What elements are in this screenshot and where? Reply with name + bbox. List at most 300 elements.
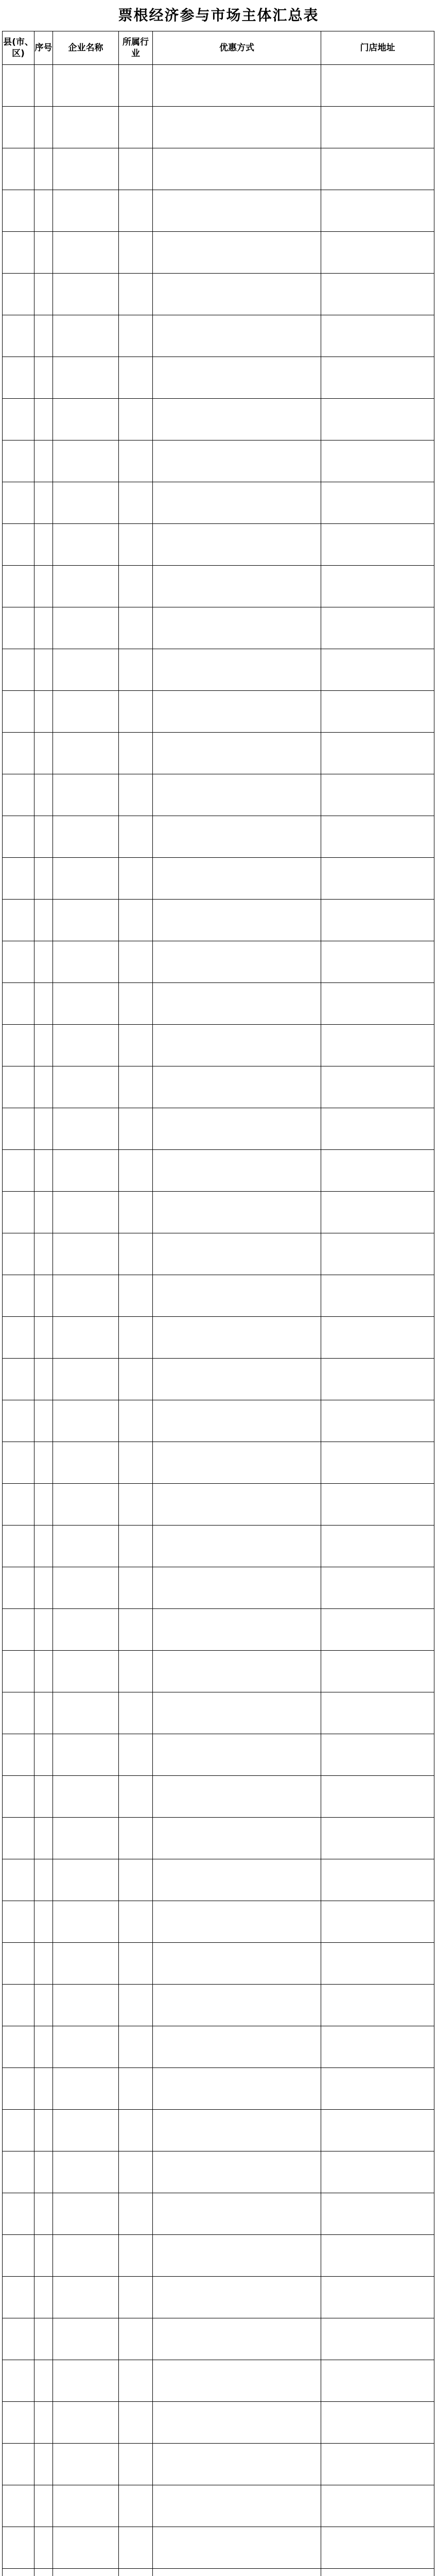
table-cell <box>53 983 119 1025</box>
table-row <box>3 816 434 858</box>
table-cell <box>321 190 434 232</box>
table-row <box>3 2235 434 2277</box>
table-row <box>3 774 434 816</box>
table-row <box>3 399 434 440</box>
table-cell <box>53 274 119 315</box>
table-cell <box>3 1359 34 1400</box>
table-row <box>3 1233 434 1275</box>
table-row <box>3 1943 434 1985</box>
table-cell <box>53 2360 119 2402</box>
table-cell <box>3 607 34 649</box>
table-cell <box>3 1651 34 1692</box>
table-cell <box>153 190 321 232</box>
table-cell <box>153 1233 321 1275</box>
table-cell <box>3 107 34 148</box>
table-cell <box>321 774 434 816</box>
table-cell <box>53 566 119 607</box>
table-cell <box>153 2235 321 2277</box>
table-cell <box>119 1526 153 1567</box>
merchant-summary-table <box>2 31 434 2576</box>
table-cell <box>53 2277 119 2318</box>
table-cell <box>34 1108 53 1150</box>
table-cell <box>3 190 34 232</box>
table-cell <box>34 1484 53 1526</box>
table-cell <box>119 2235 153 2277</box>
table-cell <box>53 65 119 107</box>
table-cell <box>153 1442 321 1484</box>
table-cell <box>321 65 434 107</box>
table-cell <box>321 2026 434 2068</box>
table-cell <box>34 941 53 983</box>
table-row <box>3 1442 434 1484</box>
table-cell <box>321 1233 434 1275</box>
table-cell <box>321 1400 434 1442</box>
table-cell <box>153 1567 321 1609</box>
table-cell <box>321 2277 434 2318</box>
table-cell <box>3 691 34 733</box>
table-cell <box>3 2402 34 2444</box>
table-cell <box>53 1442 119 1484</box>
table-cell <box>53 2527 119 2569</box>
table-row <box>3 2110 434 2151</box>
table-cell <box>3 941 34 983</box>
header-county: 县(市、区) <box>3 31 34 65</box>
table-cell <box>34 1192 53 1233</box>
table-row <box>3 1526 434 1567</box>
table-cell <box>321 274 434 315</box>
table-cell <box>321 399 434 440</box>
table-cell <box>321 315 434 357</box>
table-cell <box>53 941 119 983</box>
table-cell <box>119 1943 153 1985</box>
table-cell <box>119 1233 153 1275</box>
table-cell <box>53 1025 119 1066</box>
table-cell <box>3 1192 34 1233</box>
header-name: 企业名称 <box>53 31 119 65</box>
table-cell <box>119 983 153 1025</box>
table-cell <box>119 816 153 858</box>
table-cell <box>119 524 153 566</box>
table-cell <box>3 733 34 774</box>
table-cell <box>321 2569 434 2576</box>
table-cell <box>53 649 119 691</box>
table-cell <box>119 1025 153 1066</box>
table-row <box>3 2444 434 2485</box>
table-cell <box>153 2110 321 2151</box>
table-cell <box>34 983 53 1025</box>
table-cell <box>119 1651 153 1692</box>
table-cell <box>153 1776 321 1818</box>
table-cell <box>34 1859 53 1901</box>
table-cell <box>119 1567 153 1609</box>
table-cell <box>321 2402 434 2444</box>
table-cell <box>153 858 321 900</box>
table-row <box>3 315 434 357</box>
table-cell <box>34 2569 53 2576</box>
table-cell <box>153 900 321 941</box>
table-cell <box>3 2527 34 2569</box>
table-cell <box>53 190 119 232</box>
table-cell <box>321 1317 434 1359</box>
table-cell <box>119 2068 153 2110</box>
table-cell <box>34 2277 53 2318</box>
table-cell <box>153 2151 321 2193</box>
table-cell <box>53 1275 119 1317</box>
table-cell <box>53 2110 119 2151</box>
table-cell <box>34 774 53 816</box>
table-cell <box>321 1734 434 1776</box>
table-row <box>3 232 434 274</box>
table-cell <box>321 1192 434 1233</box>
table-cell <box>53 524 119 566</box>
table-row <box>3 1776 434 1818</box>
table-cell <box>53 733 119 774</box>
table-cell <box>3 1901 34 1943</box>
table-cell <box>53 399 119 440</box>
table-cell <box>34 1901 53 1943</box>
table-row <box>3 858 434 900</box>
table-cell <box>153 1692 321 1734</box>
table-cell <box>321 1442 434 1484</box>
table-row <box>3 65 434 107</box>
table-cell <box>3 2026 34 2068</box>
table-cell <box>153 148 321 190</box>
table-cell <box>119 607 153 649</box>
table-row <box>3 1901 434 1943</box>
table-cell <box>119 2277 153 2318</box>
table-cell <box>34 1818 53 1859</box>
table-cell <box>34 649 53 691</box>
table-cell <box>53 2193 119 2235</box>
table-cell <box>53 2485 119 2527</box>
table-cell <box>3 440 34 482</box>
table-cell <box>3 1734 34 1776</box>
table-cell <box>53 2318 119 2360</box>
table-cell <box>53 2026 119 2068</box>
table-cell <box>53 1943 119 1985</box>
table-cell <box>119 1192 153 1233</box>
table-row <box>3 524 434 566</box>
table-cell <box>119 2151 153 2193</box>
table-cell <box>119 2527 153 2569</box>
table-cell <box>34 816 53 858</box>
table-cell <box>153 274 321 315</box>
table-cell <box>321 983 434 1025</box>
table-cell <box>153 941 321 983</box>
table-cell <box>153 399 321 440</box>
table-cell <box>53 1108 119 1150</box>
table-cell <box>3 232 34 274</box>
table-cell <box>3 1233 34 1275</box>
table-cell <box>321 1275 434 1317</box>
table-row <box>3 1609 434 1651</box>
table-cell <box>34 1651 53 1692</box>
table-cell <box>119 65 153 107</box>
table-cell <box>34 2444 53 2485</box>
table-cell <box>34 482 53 524</box>
table-cell <box>153 2402 321 2444</box>
table-cell <box>153 1484 321 1526</box>
table-cell <box>34 1066 53 1108</box>
table-cell <box>34 274 53 315</box>
table-cell <box>153 691 321 733</box>
table-cell <box>321 1484 434 1526</box>
table-cell <box>34 1526 53 1567</box>
table-cell <box>3 399 34 440</box>
table-cell <box>34 2193 53 2235</box>
table-cell <box>321 1943 434 1985</box>
table-row <box>3 1985 434 2026</box>
table-cell <box>321 816 434 858</box>
table-cell <box>53 1651 119 1692</box>
table-cell <box>3 357 34 399</box>
table-row <box>3 900 434 941</box>
table-row <box>3 2151 434 2193</box>
table-cell <box>3 900 34 941</box>
table-cell <box>3 1108 34 1150</box>
table-row <box>3 440 434 482</box>
table-cell <box>53 858 119 900</box>
table-cell <box>34 2485 53 2527</box>
table-cell <box>34 1233 53 1275</box>
table-cell <box>3 1692 34 1734</box>
table-row <box>3 566 434 607</box>
table-cell <box>53 107 119 148</box>
table-cell <box>119 1692 153 1734</box>
table-cell <box>119 1734 153 1776</box>
table-cell <box>34 2110 53 2151</box>
table-cell <box>3 566 34 607</box>
table-cell <box>153 1400 321 1442</box>
table-cell <box>53 2068 119 2110</box>
table-cell <box>153 1734 321 1776</box>
table-cell <box>34 1442 53 1484</box>
table-cell <box>119 440 153 482</box>
table-cell <box>153 1359 321 1400</box>
header-address: 门店地址 <box>321 31 434 65</box>
table-cell <box>3 1818 34 1859</box>
table-cell <box>3 1985 34 2026</box>
table-cell <box>153 1985 321 2026</box>
table-row <box>3 941 434 983</box>
table-cell <box>3 1400 34 1442</box>
table-row <box>3 1108 434 1150</box>
table-cell <box>53 2235 119 2277</box>
table-cell <box>3 1275 34 1317</box>
table-row <box>3 1192 434 1233</box>
table-cell <box>321 858 434 900</box>
table-cell <box>153 2444 321 2485</box>
table-cell <box>119 1985 153 2026</box>
table-cell <box>34 232 53 274</box>
table-cell <box>53 148 119 190</box>
table-cell <box>119 148 153 190</box>
table-cell <box>153 524 321 566</box>
table-cell <box>53 774 119 816</box>
table-cell <box>3 1025 34 1066</box>
table-cell <box>53 440 119 482</box>
table-cell <box>53 232 119 274</box>
table-cell <box>119 2569 153 2576</box>
table-cell <box>3 2485 34 2527</box>
table-cell <box>321 440 434 482</box>
table-row <box>3 274 434 315</box>
table-cell <box>321 2318 434 2360</box>
table-cell <box>53 1609 119 1651</box>
table-row <box>3 649 434 691</box>
table-cell <box>153 649 321 691</box>
header-no: 序号 <box>34 31 53 65</box>
table-row <box>3 1651 434 1692</box>
table-cell <box>321 524 434 566</box>
table-cell <box>119 733 153 774</box>
table-cell <box>119 2110 153 2151</box>
table-row <box>3 357 434 399</box>
table-cell <box>3 2360 34 2402</box>
table-cell <box>153 607 321 649</box>
table-cell <box>153 1609 321 1651</box>
table-cell <box>153 1651 321 1692</box>
table-cell <box>53 607 119 649</box>
table-cell <box>119 315 153 357</box>
table-cell <box>153 482 321 524</box>
table-cell <box>153 1818 321 1859</box>
table-cell <box>321 1692 434 1734</box>
table-cell <box>53 1233 119 1275</box>
table-cell <box>53 1818 119 1859</box>
table-cell <box>321 1108 434 1150</box>
table-cell <box>119 566 153 607</box>
table-cell <box>119 2402 153 2444</box>
table-row <box>3 1150 434 1192</box>
table-cell <box>119 1818 153 1859</box>
table-cell <box>119 1317 153 1359</box>
table-cell <box>119 1359 153 1400</box>
table-row <box>3 2026 434 2068</box>
table-row <box>3 1025 434 1066</box>
table-row <box>3 1859 434 1901</box>
table-cell <box>321 2485 434 2527</box>
table-cell <box>34 1734 53 1776</box>
table-cell <box>53 1734 119 1776</box>
table-cell <box>153 232 321 274</box>
table-cell <box>153 2068 321 2110</box>
table-cell <box>153 2485 321 2527</box>
table-cell <box>53 1567 119 1609</box>
table-cell <box>119 2360 153 2402</box>
table-cell <box>3 2068 34 2110</box>
table-cell <box>53 2444 119 2485</box>
table-cell <box>153 2569 321 2576</box>
table-cell <box>119 1901 153 1943</box>
table-cell <box>153 65 321 107</box>
table-cell <box>119 1442 153 1484</box>
table-cell <box>321 232 434 274</box>
table-cell <box>119 941 153 983</box>
table-cell <box>153 774 321 816</box>
table-cell <box>3 2444 34 2485</box>
table-cell <box>3 1066 34 1108</box>
table-cell <box>119 274 153 315</box>
table-cell <box>3 1150 34 1192</box>
table-row <box>3 1484 434 1526</box>
table-cell <box>153 1108 321 1150</box>
table-cell <box>53 482 119 524</box>
table-cell <box>34 1985 53 2026</box>
table-row <box>3 2485 434 2527</box>
table-cell <box>53 1901 119 1943</box>
table-cell <box>34 1317 53 1359</box>
table-cell <box>153 1275 321 1317</box>
table-cell <box>34 357 53 399</box>
table-cell <box>119 649 153 691</box>
table-cell <box>3 315 34 357</box>
table-cell <box>153 1859 321 1901</box>
table-cell <box>321 566 434 607</box>
table-cell <box>153 2277 321 2318</box>
table-row <box>3 2277 434 2318</box>
table-cell <box>34 566 53 607</box>
table-cell <box>3 2193 34 2235</box>
table-cell <box>3 774 34 816</box>
table-cell <box>53 1985 119 2026</box>
table-cell <box>119 2318 153 2360</box>
table-cell <box>34 900 53 941</box>
table-cell <box>34 691 53 733</box>
table-row <box>3 1275 434 1317</box>
table-row <box>3 1359 434 1400</box>
table-row <box>3 1317 434 1359</box>
table-cell <box>53 1400 119 1442</box>
table-cell <box>119 232 153 274</box>
table-row <box>3 2569 434 2576</box>
table-row <box>3 2360 434 2402</box>
table-cell <box>3 274 34 315</box>
table-cell <box>3 1526 34 1567</box>
table-cell <box>34 1150 53 1192</box>
table-cell <box>53 1859 119 1901</box>
table-header-row <box>3 31 434 65</box>
table-cell <box>34 315 53 357</box>
table-cell <box>321 2360 434 2402</box>
table-cell <box>53 2569 119 2576</box>
table-cell <box>3 858 34 900</box>
table-cell <box>119 399 153 440</box>
table-cell <box>34 2151 53 2193</box>
table-cell <box>153 315 321 357</box>
table-cell <box>153 1943 321 1985</box>
table-cell <box>53 1192 119 1233</box>
table-cell <box>321 2527 434 2569</box>
table-cell <box>34 733 53 774</box>
table-cell <box>321 1359 434 1400</box>
table-cell <box>321 649 434 691</box>
table-cell <box>119 1066 153 1108</box>
table-cell <box>53 357 119 399</box>
table-cell <box>34 2402 53 2444</box>
table-cell <box>53 1317 119 1359</box>
table-cell <box>34 2527 53 2569</box>
table-row <box>3 2193 434 2235</box>
table-row <box>3 2068 434 2110</box>
table-cell <box>119 2485 153 2527</box>
table-cell <box>119 1484 153 1526</box>
table-row <box>3 1567 434 1609</box>
table-row <box>3 983 434 1025</box>
table-cell <box>119 1609 153 1651</box>
table-cell <box>3 816 34 858</box>
table-cell <box>119 2026 153 2068</box>
